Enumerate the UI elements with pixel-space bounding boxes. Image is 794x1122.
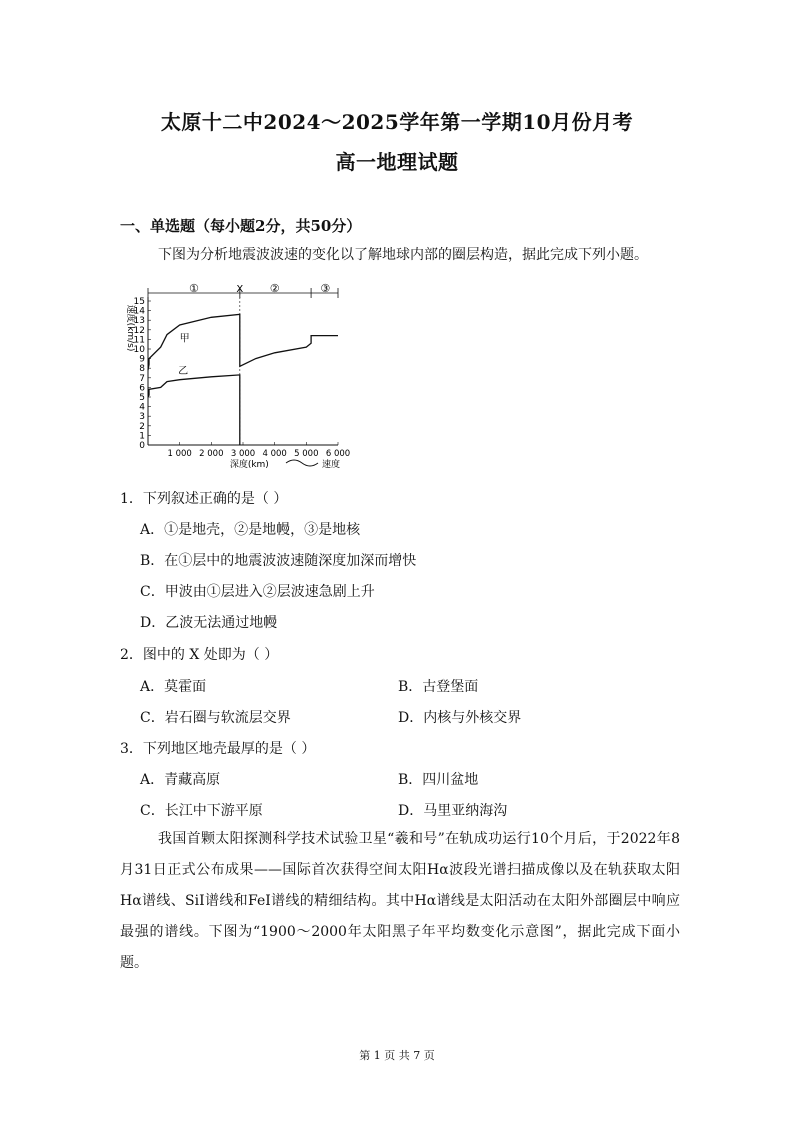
question-2-option-a: A．莫霍面 — [140, 679, 207, 695]
y-tick-label: 7 — [139, 373, 145, 384]
layer-label: X — [236, 284, 244, 295]
x-tick-label: 5 000 — [294, 449, 319, 459]
question-1-stem: 1．下列叙述正确的是（ ） — [120, 491, 288, 507]
y-tick-label: 15 — [133, 297, 145, 307]
layer-label: ① — [188, 283, 199, 295]
exam-subtitle: 高一地理试题 — [335, 150, 459, 174]
x-tick-label: 1 000 — [167, 449, 192, 459]
y-tick-label: 6 — [139, 383, 145, 394]
question-1-option-b: B．在①层中的地震波波速随深度加深而增快 — [140, 553, 417, 569]
question-3-option-c: C．长江中下游平原 — [140, 803, 263, 819]
question-2-option-b: B．古登堡面 — [398, 679, 479, 695]
intro-paragraph-2: 我国首颗太阳探测科学技术试验卫星“羲和号”在轨成功运行10个月后，于2022年8月31日正式公布成果——国际首次获得空间太阳Hα波段光谱扫描成像以及在轨获取太阳Hα谱线、SiI谱线和FeI谱线的精细结构。其中Hα谱线是太阳活动在太阳外部圈层中响应最强的谱线。下图为“1900～2000年太阳黑子年平均数变化示意图”，据此完成下面小题。 — [120, 831, 680, 971]
legend-label: 速度 — [322, 460, 341, 469]
question-3-option-b: B．四川盆地 — [398, 772, 479, 788]
x-tick-label: 6 000 — [325, 449, 351, 459]
series-jia-line — [148, 314, 338, 370]
intro-paragraph-1: 下图为分析地震波波速的变化以了解地球内部的圈层构造，据此完成下列小题。 — [158, 247, 648, 263]
x-axis-label: 深度(km) — [229, 460, 269, 469]
question-1-option-c: C．甲波由①层进入②层波速急剧上升 — [140, 584, 375, 600]
y-tick-label: 10 — [133, 345, 145, 355]
page-footer: 第 1 页 共 7 页 — [359, 1049, 435, 1062]
x-tick-label: 2 000 — [199, 449, 224, 459]
y-tick-label: 8 — [139, 364, 145, 375]
y-tick-label: 14 — [133, 306, 145, 317]
question-3-option-a: A．青藏高原 — [140, 772, 221, 788]
series-jia-label: 甲 — [179, 333, 190, 345]
x-tick-label: 3 000 — [230, 449, 256, 459]
section-heading: 一、单选题（每小题2分，共50分） — [120, 217, 362, 235]
y-tick-label: 4 — [139, 402, 145, 413]
series-yi-label: 乙 — [178, 365, 189, 377]
y-tick-label: 13 — [133, 316, 145, 327]
seismic-wave-chart — [118, 283, 358, 469]
exam-title: 太原十二中2024～2025学年第一学期10月份月考 — [160, 110, 634, 134]
y-tick-label: 0 — [139, 441, 145, 451]
series-yi-line — [148, 375, 240, 445]
question-2-stem: 2．图中的 X 处即为（ ） — [120, 647, 279, 663]
y-axis-label: 速度(km/s) — [125, 304, 135, 352]
question-2-option-d: D．内核与外核交界 — [398, 710, 522, 726]
layer-label: ② — [269, 283, 280, 295]
y-tick-label: 3 — [139, 412, 145, 423]
y-tick-label: 5 — [139, 393, 145, 403]
layer-label: ③ — [320, 283, 331, 295]
y-tick-label: 12 — [133, 325, 145, 336]
y-tick-label: 9 — [139, 354, 145, 365]
y-tick-label: 11 — [133, 335, 145, 346]
question-2-option-c: C．岩石圈与软流层交界 — [140, 710, 291, 726]
question-1-option-d: D．乙波无法通过地幔 — [140, 615, 278, 631]
question-3-stem: 3．下列地区地壳最厚的是（ ） — [120, 741, 316, 757]
legend-wave-icon — [286, 460, 318, 466]
x-tick-label: 4 000 — [262, 449, 287, 459]
y-tick-label: 1 — [139, 431, 145, 442]
question-3-option-d: D．马里亚纳海沟 — [398, 803, 508, 819]
y-tick-label: 2 — [139, 421, 145, 432]
question-1-option-a: A．①是地壳，②是地幔，③是地核 — [140, 522, 361, 538]
